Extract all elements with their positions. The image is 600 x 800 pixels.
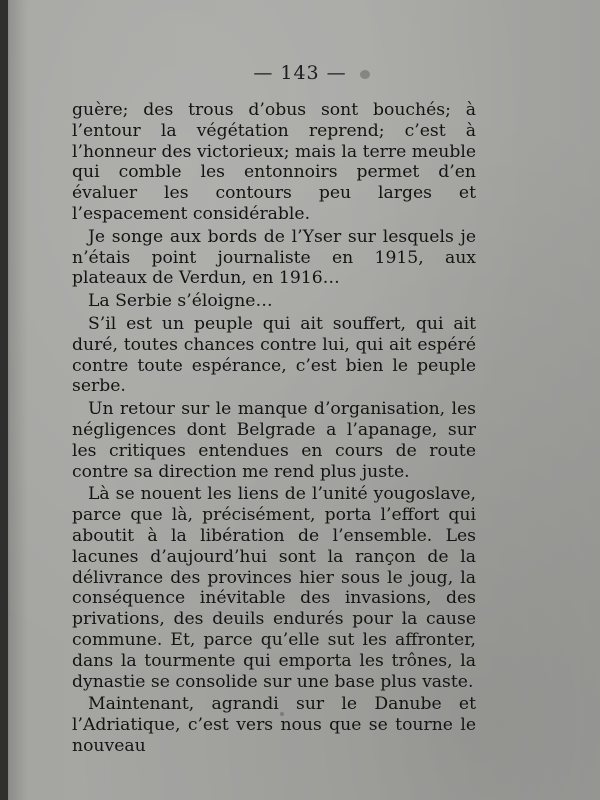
book-spine-shadow <box>0 0 8 800</box>
paragraph: S’il est un peuple qui ait souffert, qui ait duré, toutes chances contre lui, qui ait espéré contre toute espérance, c’est bien le peuple serbe. <box>72 313 476 397</box>
paragraph: Je songe aux bords de l’Yser sur lesquels je n’étais point journaliste en 1915, aux plateaux de Verdun, en 1916… <box>72 226 476 289</box>
paper-speck <box>360 70 370 79</box>
paragraph: guère; des trous d’obus sont bouchés; à l’entour la végétation reprend; c’est à l’honneur des victorieux; mais la terre meuble qui comble les entonnoirs permet d’en évaluer les contours peu larges et l’espacement considérable. <box>72 100 476 224</box>
paragraph: Maintenant, agrandi sur le Danube et l’Adriatique, c’est vers nous que se tourne le nouveau <box>72 694 476 756</box>
page-body-text <box>72 100 476 759</box>
page-number: — 143 — <box>253 62 347 84</box>
paragraph: Là se nouent les liens de l’unité yougoslave, parce que là, précisément, porta l’effort qui aboutit à la libération de l’ensemble. Les lacunes d’aujourd’hui sont la rançon de la délivrance des provinces hier sous le joug, la conséquence inévitable des invasions, des privations, des deuils endurés pour la cause commune. Et, parce qu’elle sut les affronter, dans la tourmente qui emporta les trônes, la dynastie se consolide sur une base plus vaste. <box>72 484 476 692</box>
paragraph: La Serbie s’éloigne… <box>88 291 273 312</box>
paragraph: Un retour sur le manque d’organisation, les négligences dont Belgrade a l’apanage, sur les critiques entendues en cours de route contre sa direction me rend plus juste. <box>72 399 476 482</box>
paper-speck <box>280 712 284 716</box>
